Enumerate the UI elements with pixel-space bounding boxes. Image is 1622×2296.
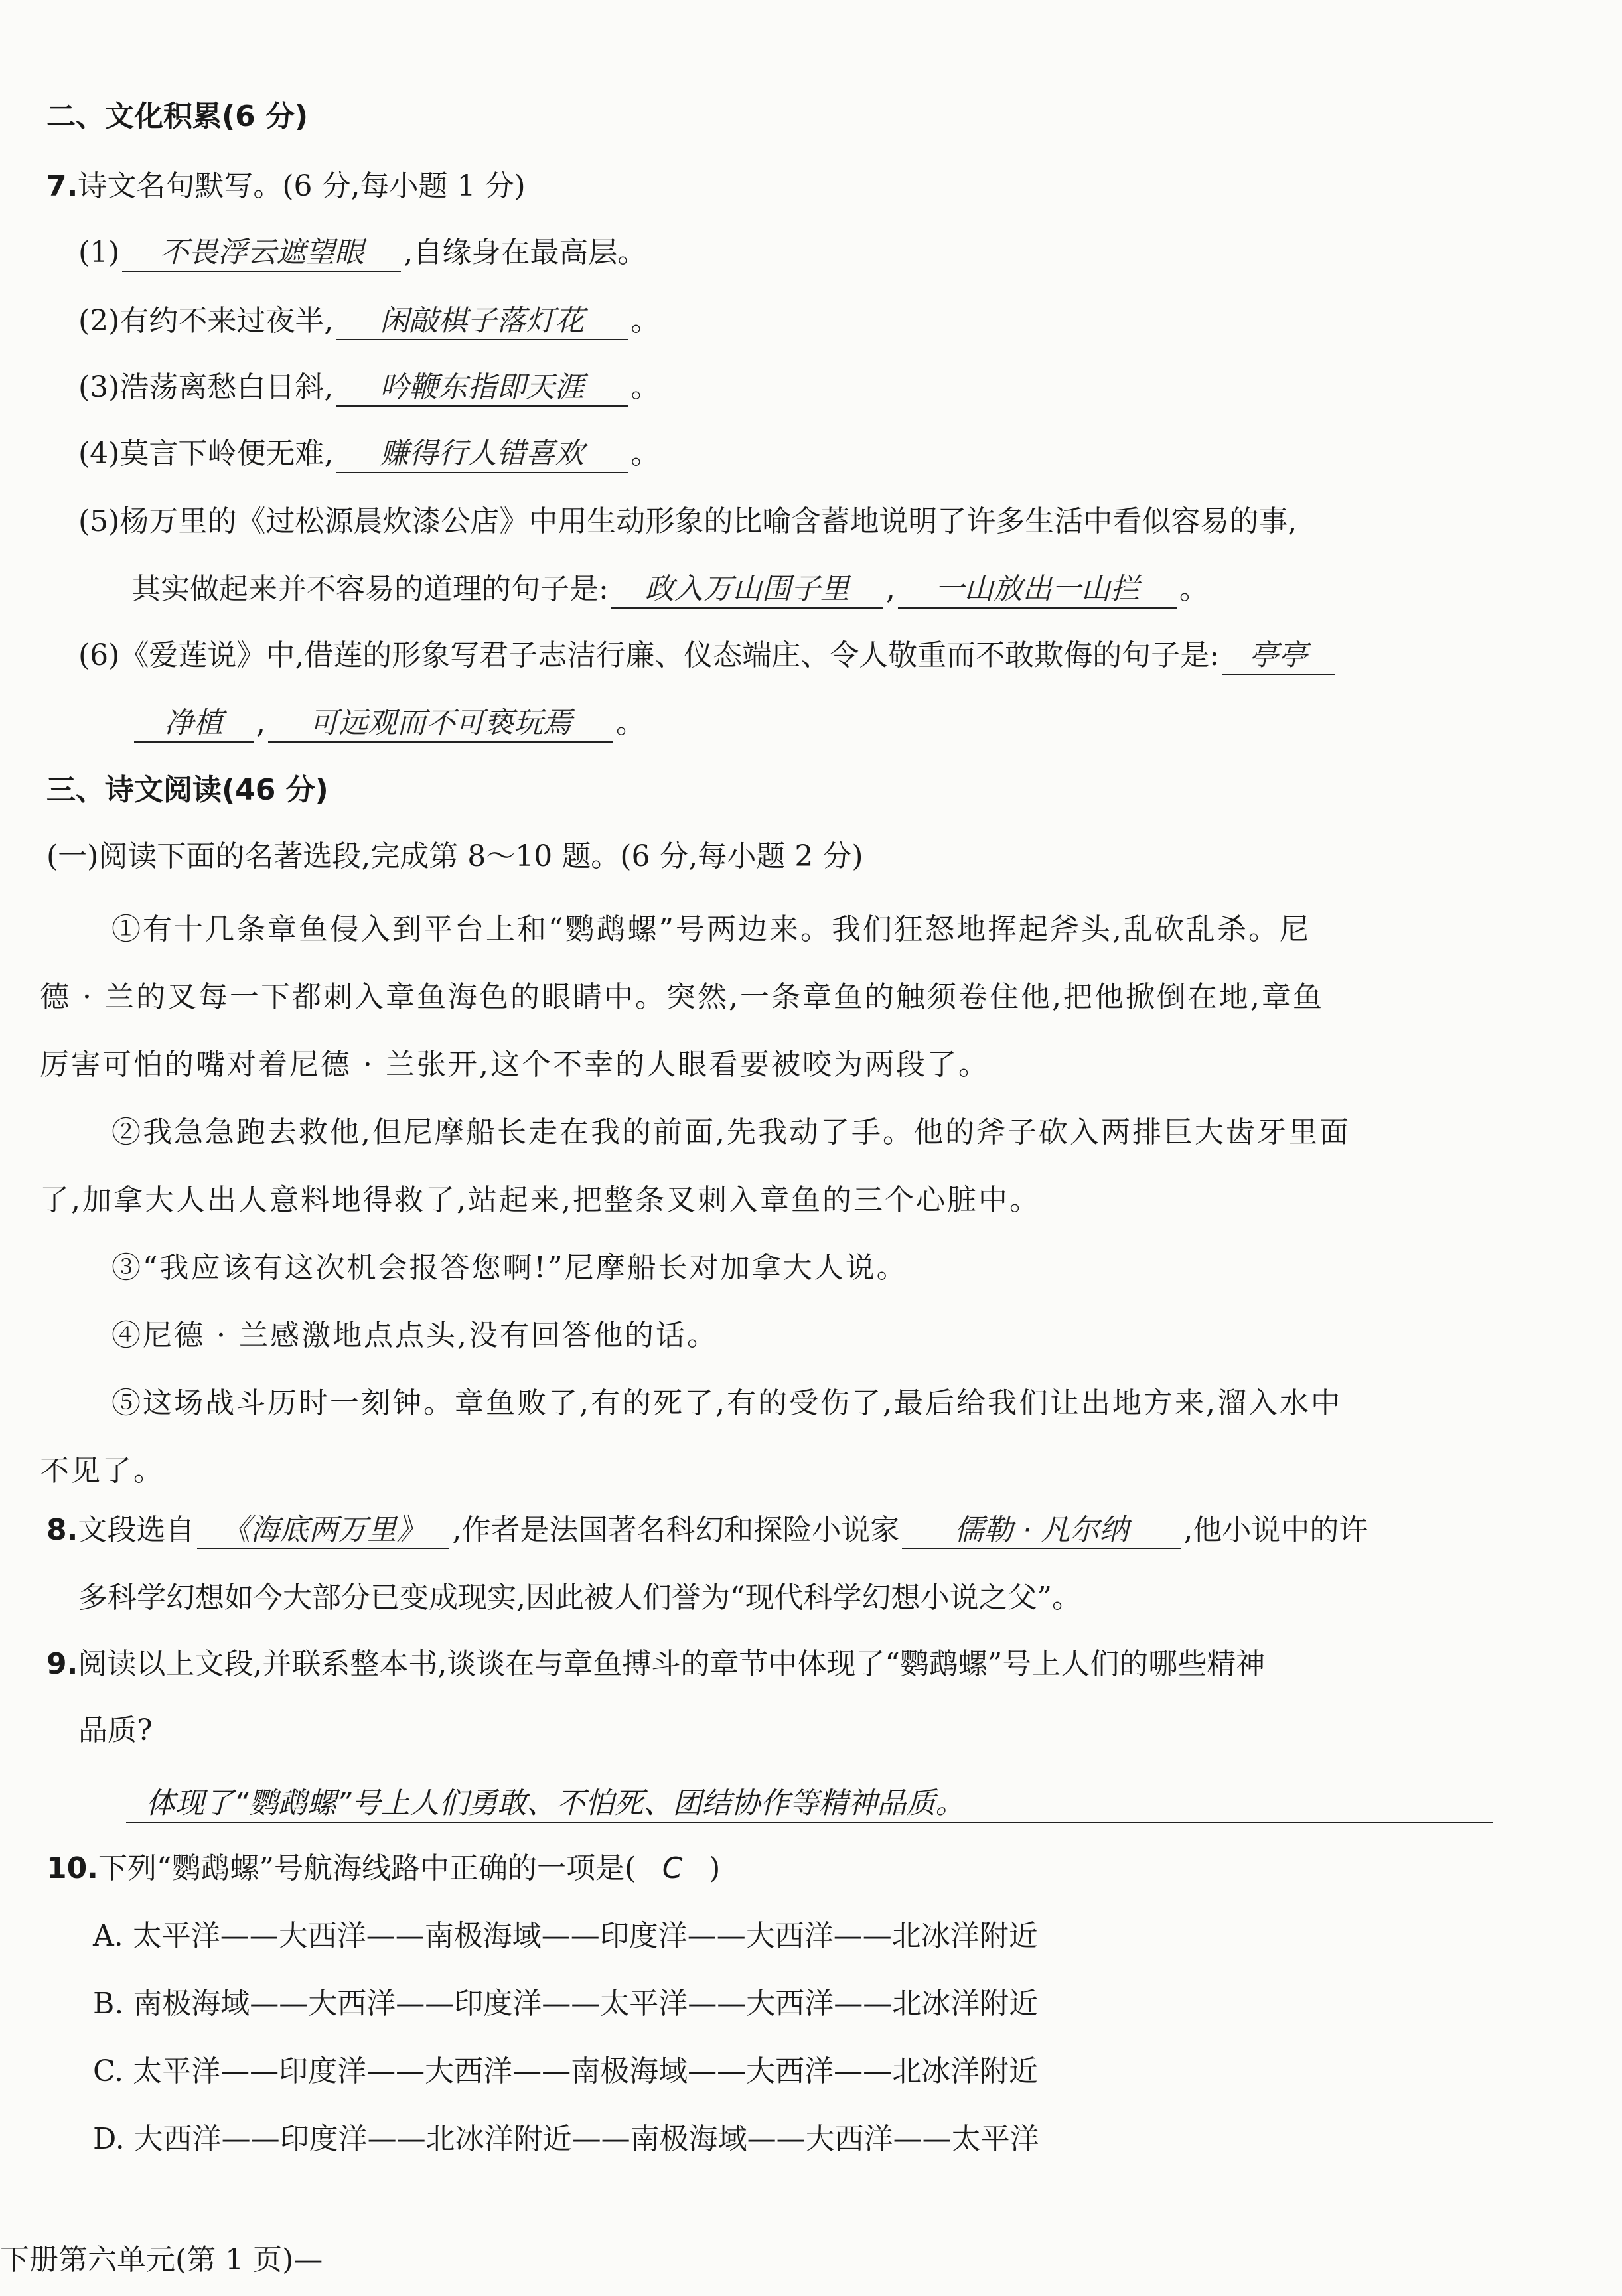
answer-blank[interactable]: 政入万山围子里 — [611, 572, 883, 609]
item-text: (2)有约不来过夜半, — [78, 304, 334, 338]
answer-blank[interactable]: 赚得行人错喜欢 — [336, 437, 628, 473]
answer-blank[interactable]: 闲敲棋子落灯花 — [336, 304, 628, 340]
part-1-intro: (一)阅读下面的名著选段,完成第 8～10 题。(6 分,每小题 2 分) — [46, 839, 863, 873]
item-text: 。 — [630, 437, 660, 470]
question-10-stem — [46, 1851, 720, 1887]
question-7-item-6-line-2 — [131, 706, 645, 743]
section-3-title: 三、诗文阅读(46 分) — [46, 773, 329, 807]
question-7-item-5-line-2 — [131, 572, 1209, 609]
passage-line: 不见了。 — [40, 1454, 165, 1488]
option-d[interactable]: D. 大西洋——印度洋——北冰洋附近——南极海域——大西洋——太平洋 — [93, 2122, 1039, 2156]
question-7-stem — [46, 169, 526, 204]
item-text: , — [885, 572, 895, 606]
passage-line: ④尼德 · 兰感激地点点头,没有回答他的话。 — [111, 1319, 718, 1352]
passage-line: ⑤这场战斗历时一刻钟。章鱼败了,有的死了,有的受伤了,最后给我们让出地方来,溜入水中 — [111, 1386, 1342, 1420]
option-b[interactable]: B. 南极海域——大西洋——印度洋——太平洋——大西洋——北冰洋附近 — [93, 1987, 1039, 2021]
item-text: (3)浩荡离愁白日斜, — [78, 370, 334, 404]
passage-line: ①有十几条章鱼侵入到平台上和“鹦鹉螺”号两边来。我们狂怒地挥起斧头,乱砍乱杀。尼 — [111, 912, 1311, 946]
question-text: 下列“鹦鹉螺”号航海线路中正确的一项是( — [98, 1851, 636, 1885]
question-7-item-4 — [78, 437, 660, 473]
answer-blank[interactable]: 净植 — [134, 706, 254, 743]
question-9-line-1 — [46, 1647, 1265, 1682]
passage-line: ②我急急跑去救他,但尼摩船长走在我的前面,先我动了手。他的斧子砍入两排巨大齿牙里面 — [111, 1115, 1351, 1149]
item-text: 。 — [616, 706, 645, 740]
item-text: ,自缘身在最高层。 — [404, 236, 647, 269]
passage-line: ③“我应该有这次机会报答您啊!”尼摩船长对加拿大人说。 — [111, 1251, 908, 1285]
item-text: 。 — [630, 304, 660, 338]
answer-blank[interactable]: 可远观而不可亵玩焉 — [268, 706, 613, 743]
question-text: 诗文名句默写。(6 分,每小题 1 分) — [78, 169, 526, 203]
passage-line: 德 · 兰的叉每一下都刺入章鱼海色的眼睛中。突然,一条章鱼的触须卷住他,把他掀倒在地,章鱼 — [40, 980, 1324, 1014]
question-text: 阅读以上文段,并联系整本书,谈谈在与章鱼搏斗的章节中体现了“鹦鹉螺”号上人们的哪些精神 — [78, 1647, 1266, 1681]
question-text: ,他小说中的许 — [1183, 1513, 1368, 1547]
answer-blank[interactable]: 不畏浮云遮望眼 — [122, 236, 401, 272]
page-footer: 下册第六单元(第 1 页)— — [0, 2243, 323, 2277]
question-9-line-2: 品质? — [78, 1713, 153, 1747]
item-text: 其实做起来并不容易的道理的句子是: — [131, 572, 609, 606]
section-2-title: 二、文化积累(6 分) — [46, 100, 309, 133]
answer-blank[interactable]: 一山放出一山拦 — [898, 572, 1177, 609]
question-number: 8. — [46, 1513, 78, 1547]
option-c[interactable]: C. 太平洋——印度洋——大西洋——南极海域——大西洋——北冰洋附近 — [93, 2054, 1039, 2088]
item-text: (6)《爱莲说》中,借莲的形象写君子志洁行廉、仪态端庄、令人敬重而不敢欺侮的句子是: — [78, 638, 1220, 672]
question-text: ,作者是法国著名科幻和探险小说家 — [452, 1513, 900, 1547]
question-7-item-1 — [78, 236, 646, 272]
item-text: 。 — [630, 370, 660, 404]
option-a[interactable]: A. 太平洋——大西洋——南极海域——印度洋——大西洋——北冰洋附近 — [93, 1919, 1038, 1953]
question-7-item-2 — [78, 304, 660, 340]
answer-choice[interactable]: C — [662, 1851, 683, 1885]
question-text: 文段选自 — [78, 1513, 195, 1547]
reading-passage — [40, 896, 1480, 1505]
question-9-answer-line[interactable]: 体现了“鹦鹉螺”号上人们勇敢、不怕死、团结协作等精神品质。 — [126, 1786, 1493, 1823]
question-7-item-6-line-1 — [78, 638, 1337, 675]
item-text: 。 — [1179, 572, 1209, 606]
question-7-item-3 — [78, 370, 660, 407]
question-8-line-2: 多科学幻想如今大部分已变成现实,因此被人们誉为“现代科学幻想小说之父”。 — [78, 1581, 1081, 1614]
question-7-item-5-line-1: (5)杨万里的《过松源晨炊漆公店》中用生动形象的比喻含蓄地说明了许多生活中看似容易的事, — [78, 504, 1297, 538]
question-number: 10. — [46, 1851, 98, 1885]
question-text: ) — [709, 1851, 721, 1885]
answer-blank[interactable]: 吟鞭东指即天涯 — [336, 370, 628, 407]
question-8-line-1 — [46, 1513, 1368, 1549]
answer-blank[interactable]: 儒勒 · 凡尔纳 — [902, 1513, 1181, 1549]
answer-blank[interactable]: 亭亭 — [1222, 638, 1335, 675]
question-number: 9. — [46, 1647, 78, 1681]
passage-line: 厉害可怕的嘴对着尼德 · 兰张开,这个不幸的人眼看要被咬为两段了。 — [40, 1048, 990, 1082]
answer-blank[interactable]: 《海底两万里》 — [197, 1513, 449, 1549]
item-text: (4)莫言下岭便无难, — [78, 437, 334, 470]
item-label: (1) — [78, 236, 120, 269]
item-text: , — [256, 706, 265, 740]
passage-line: 了,加拿大人出人意料地得救了,站起来,把整条叉刺入章鱼的三个心脏中。 — [40, 1183, 1041, 1217]
question-number: 7. — [46, 169, 78, 203]
